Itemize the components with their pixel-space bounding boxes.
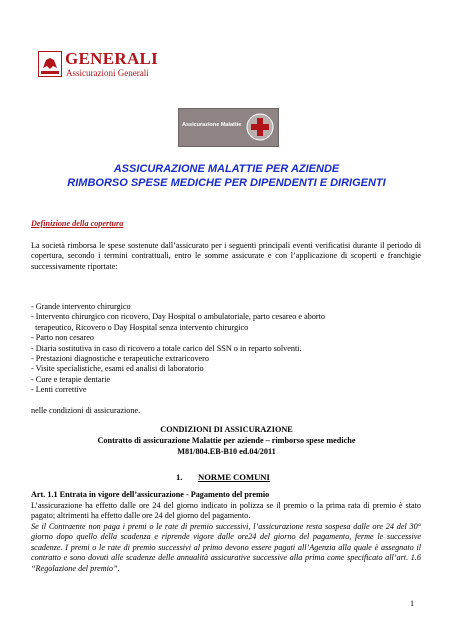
list-item: - Visite specialistiche, esami ed analisi di laboratorio — [31, 364, 204, 374]
article-title: Art. 1.1 Entrata in vigore dell’assicurazione - Pagamento del premio — [31, 490, 270, 499]
conditions-heading: CONDIZIONI DI ASSICURAZIONE — [160, 425, 293, 434]
document-subtitle: RIMBORSO SPESE MEDICHE PER DIPENDENTI E DIRIGENTI — [67, 177, 386, 189]
logo-subtitle: Assicurazioni Generali — [66, 68, 149, 78]
list-item: - Intervento chirurgico con ricovero, Day Hospital o ambulatoriale, parto cesareo e aborto — [31, 312, 326, 322]
section-heading — [176, 472, 270, 482]
product-banner — [178, 108, 279, 147]
logo-brand: GENERALI — [65, 49, 159, 68]
list-item: - Parto non cesareo — [31, 333, 94, 343]
banner-text: Assicurazione Malattie — [182, 122, 242, 128]
definition-intro: La società rimborsa le spese sostenute dall’assicurato per i seguenti principali eventi verificatisi durante il periodo di copertura, secondo i termini contrattuali, entro le somme assicurate e con l’applicazione di scoperti e franchigie successivamente riportate: — [31, 241, 421, 271]
definition-heading: Definizione della copertura — [31, 219, 124, 228]
list-item: - Cure e terapie dentarie — [31, 374, 111, 384]
list-item: - Prestazioni diagnostiche e terapeutiche extraricovero — [31, 353, 209, 363]
document-title: ASSICURAZIONE MALATTIE PER AZIENDE — [113, 163, 340, 175]
medical-cross-icon — [245, 112, 275, 142]
coverage-list — [31, 302, 325, 396]
list-item: - Grande intervento chirurgico — [31, 302, 131, 311]
section-label: NORME COMUNI — [198, 472, 270, 482]
contract-code: M81/804.EB-B10 ed.04/2011 — [177, 447, 276, 456]
lion-seal-icon — [38, 51, 62, 77]
list-item: terapeutico, Ricovero o Day Hospital senza intervento chirurgico — [31, 322, 249, 332]
article-paragraph-italic: Se il Contraente non paga i premi o le rate di premio successivi, l’assicurazione resta sospesa dalle ore 24 del 30° giorno dopo quello della scadenza e riprende vigore dalle ore24 del giorno del pagamento, ferme le successive scadenze. I premi o le rate di premio successivi al primo devono essere pagati all’Agenzia alla quale è assegnato il contratto e sono dovuti alle scadenze delle annualità assicurative successive alla prima come specificato all’art. 1.6 “Regolazione del premio”. — [31, 522, 421, 573]
page-number: 1 — [410, 599, 415, 608]
definition-closing: nelle condizioni di assicurazione. — [31, 406, 141, 415]
section-number: 1. — [176, 472, 183, 482]
generali-logo — [38, 49, 159, 81]
list-item: - Lenti correttive — [31, 385, 87, 395]
article-paragraph: L’assicurazione ha effetto dalle ore 24 del giorno indicato in polizza se il premio o la prima rata di premio è stato pagato; altrimenti ha effetto dalle ore 24 del giorno del pagamento. — [31, 501, 421, 521]
list-item: - Diaria sostitutiva in caso di ricovero a totale carico del SSN o in reparto solventi. — [31, 343, 302, 353]
contract-name: Contratto di assicurazione Malattie per aziende – rimborso spese mediche — [97, 436, 356, 445]
